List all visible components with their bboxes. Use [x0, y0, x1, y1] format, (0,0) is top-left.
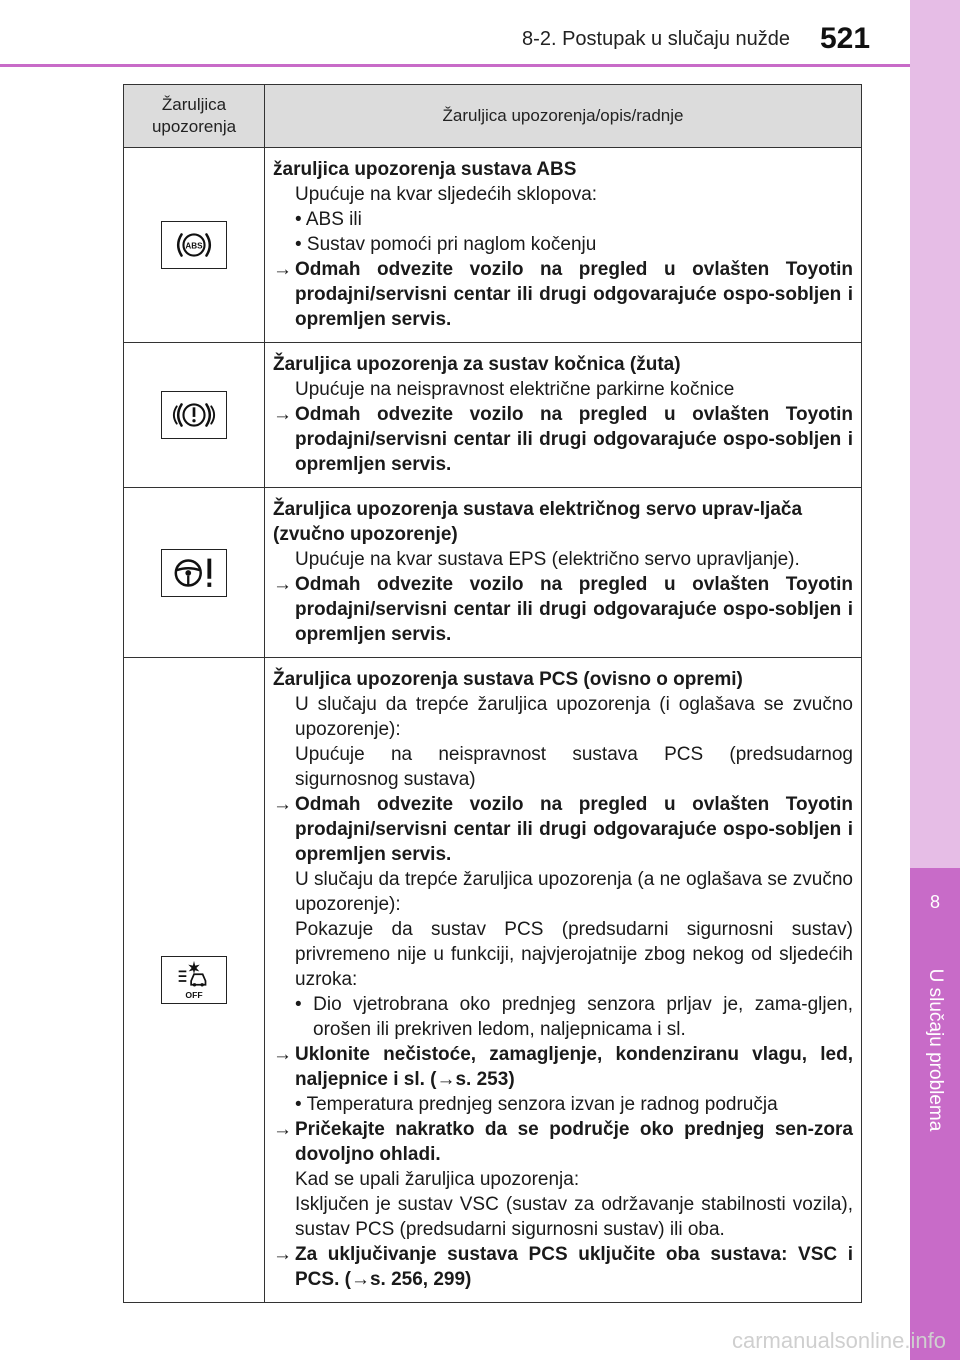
action-instruction — [273, 402, 853, 477]
warning-lights-table — [123, 84, 862, 1303]
arrow-icon: → — [273, 1119, 292, 1140]
action-text: Uklonite nečistoće, zamagljenje, kondenziranu vlagu, led, naljepnice i sl. (→s. 253) — [295, 1044, 853, 1090]
action-text: Odmah odvezite vozilo na pregled u ovlašten Toyotin prodajni/servisni centar ili drugi odgovarajuće ospo-sobljen i opremljen servis. — [295, 574, 853, 645]
description-text: U slučaju da trepće žaruljica upozorenja (a ne oglašava se zvučno upozorenje): — [295, 869, 853, 915]
warning-title: Žaruljica upozorenja sustava električnog servo uprav-ljača (zvučno upozorenje) — [273, 499, 803, 545]
watermark: carmanualsonline.info — [731, 1328, 946, 1353]
bullet-item: • Temperatura prednjeg senzora izvan je radnog područja — [295, 1094, 778, 1115]
description-text: Upućuje na kvar sustava EPS (električno servo upravljanje). — [295, 549, 800, 570]
chapter-number: 8 — [929, 892, 940, 912]
arrow-icon: → — [273, 1244, 292, 1265]
action-text: Za uključivanje sustava PCS uključite oba sustava: VSC i PCS. (→s. 256, 299) — [295, 1244, 853, 1290]
warning-title: žaruljica upozorenja sustava ABS — [273, 159, 577, 180]
action-text: Odmah odvezite vozilo na pregled u ovlašten Toyotin prodajni/servisni centar ili drugi odgovarajuće ospo-sobljen i opremljen servis. — [295, 404, 853, 475]
row-description — [265, 488, 862, 658]
bullet-item: • Dio vjetrobrana oko prednjeg senzora prljav je, zama-gljen, orošen ili prekriven ledom, naljepnicama i sl. — [295, 994, 853, 1040]
description-text: Upućuje na kvar sljedećih sklopova: — [295, 184, 598, 205]
abs-warning-icon — [161, 221, 227, 269]
arrow-icon: → — [273, 794, 292, 815]
action-instruction — [273, 257, 853, 332]
table-row — [124, 658, 862, 1303]
bullet-item: • Sustav pomoći pri naglom kočenju — [295, 234, 597, 255]
icon-cell — [124, 148, 265, 343]
action-instruction — [273, 1042, 853, 1092]
action-instruction — [273, 1117, 853, 1167]
description-text: U slučaju da trepće žaruljica upozorenja (i oglašava se zvučno upozorenje): — [295, 694, 853, 740]
table-row — [124, 148, 862, 343]
warning-title: Žaruljica upozorenja sustava PCS (ovisno o opremi) — [273, 669, 743, 690]
column-header-icon: Žaruljica upozorenja — [124, 85, 265, 148]
column-header-description: Žaruljica upozorenja/opis/radnje — [265, 85, 862, 148]
pcs-off-label: OFF — [185, 990, 203, 1001]
bullet-item: • ABS ili — [295, 209, 362, 230]
icon-cell — [124, 658, 265, 1303]
svg-text:ABS: ABS — [185, 241, 203, 251]
row-description — [265, 148, 862, 343]
row-description — [265, 343, 862, 488]
table-header-row — [124, 85, 862, 148]
action-instruction — [273, 792, 853, 867]
arrow-icon: → — [273, 1044, 292, 1065]
icon-cell — [124, 488, 265, 658]
action-text: Odmah odvezite vozilo na pregled u ovlašten Toyotin prodajni/servisni centar ili drugi odgovarajuće ospo-sobljen i opremljen servis. — [295, 794, 853, 865]
icon-cell — [124, 343, 265, 488]
header-rule — [0, 64, 910, 67]
row-description — [265, 658, 862, 1303]
pcs-off-warning-icon — [161, 956, 227, 1004]
description-text: Isključen je sustav VSC (sustav za održavanje stabilnosti vozila), sustav PCS (predsudarni sigurnosni sustav) ili oba. — [295, 1194, 853, 1240]
description-text: Pokazuje da sustav PCS (predsudarni sigurnosni sustav) privremeno nije u funkciji, najvjerojatnije zbog nekog od sljedećih uzroka: — [295, 919, 853, 990]
action-instruction — [273, 1242, 853, 1292]
page-number: 521 — [820, 22, 871, 55]
description-text: Kad se upali žaruljica upozorenja: — [295, 1169, 580, 1190]
action-text: Pričekajte nakratko da se područje oko prednjeg sen-zora dovoljno ohladi. — [295, 1119, 853, 1165]
arrow-icon: → — [273, 574, 292, 595]
section-title: 8-2. Postupak u slučaju nužde — [522, 28, 790, 50]
action-text: Odmah odvezite vozilo na pregled u ovlašten Toyotin prodajni/servisni centar ili drugi odgovarajuće ospo-sobljen i opremljen servis. — [295, 259, 853, 330]
action-instruction — [273, 572, 853, 647]
table-row — [124, 343, 862, 488]
arrow-icon: → — [273, 404, 292, 425]
side-tab-upper — [910, 0, 960, 868]
chapter-title: U slučaju problema — [925, 968, 946, 1132]
table-row — [124, 488, 862, 658]
brake-system-warning-icon — [161, 391, 227, 439]
arrow-icon: → — [273, 259, 292, 280]
description-text: Upućuje na neispravnost sustava PCS (predsudarnog sigurnosnog sustava) — [295, 744, 853, 790]
warning-title: Žaruljica upozorenja za sustav kočnica (žuta) — [273, 354, 681, 375]
eps-steering-warning-icon — [161, 549, 227, 597]
description-text: Upućuje na neispravnost električne parkirne kočnice — [295, 379, 735, 400]
